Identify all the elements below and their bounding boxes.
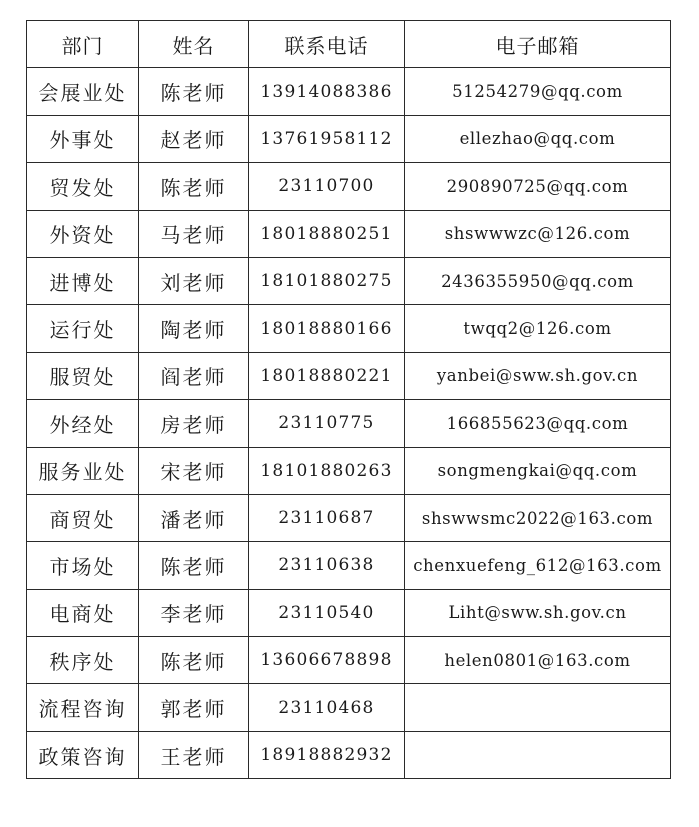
department-cell: 流程咨询 bbox=[27, 684, 139, 731]
department-cell: 服贸处 bbox=[27, 352, 139, 399]
table-row bbox=[27, 400, 671, 447]
table-row bbox=[27, 542, 671, 589]
phone-cell: 13914088386 bbox=[249, 68, 405, 115]
department-cell: 运行处 bbox=[27, 305, 139, 352]
table-row bbox=[27, 210, 671, 257]
name-cell: 陈老师 bbox=[139, 68, 249, 115]
email-cell: 166855623@qq.com bbox=[405, 400, 671, 447]
phone-cell: 23110687 bbox=[249, 494, 405, 541]
department-cell: 电商处 bbox=[27, 589, 139, 636]
table-row bbox=[27, 257, 671, 304]
name-cell: 潘老师 bbox=[139, 494, 249, 541]
email-cell: 2436355950@qq.com bbox=[405, 257, 671, 304]
email-cell: 51254279@qq.com bbox=[405, 68, 671, 115]
name-cell: 宋老师 bbox=[139, 447, 249, 494]
name-cell: 房老师 bbox=[139, 400, 249, 447]
phone-cell: 23110700 bbox=[249, 163, 405, 210]
name-cell: 郭老师 bbox=[139, 684, 249, 731]
phone-cell: 18101880263 bbox=[249, 447, 405, 494]
name-cell: 李老师 bbox=[139, 589, 249, 636]
header-department: 部门 bbox=[27, 21, 139, 68]
email-cell: chenxuefeng_612@163.com bbox=[405, 542, 671, 589]
phone-cell: 18018880221 bbox=[249, 352, 405, 399]
phone-cell: 13606678898 bbox=[249, 637, 405, 684]
email-cell: yanbei@sww.sh.gov.cn bbox=[405, 352, 671, 399]
contacts-table bbox=[26, 20, 671, 779]
department-cell: 外经处 bbox=[27, 400, 139, 447]
header-name: 姓名 bbox=[139, 21, 249, 68]
phone-cell: 23110775 bbox=[249, 400, 405, 447]
table-row bbox=[27, 684, 671, 731]
phone-cell: 18018880166 bbox=[249, 305, 405, 352]
department-cell: 政策咨询 bbox=[27, 731, 139, 778]
table-row bbox=[27, 731, 671, 778]
table-row bbox=[27, 163, 671, 210]
phone-cell: 18918882932 bbox=[249, 731, 405, 778]
phone-cell: 18018880251 bbox=[249, 210, 405, 257]
table-header bbox=[27, 21, 671, 68]
phone-cell: 23110638 bbox=[249, 542, 405, 589]
department-cell: 服务业处 bbox=[27, 447, 139, 494]
name-cell: 阎老师 bbox=[139, 352, 249, 399]
name-cell: 陶老师 bbox=[139, 305, 249, 352]
email-cell: 290890725@qq.com bbox=[405, 163, 671, 210]
name-cell: 王老师 bbox=[139, 731, 249, 778]
email-cell: twqq2@126.com bbox=[405, 305, 671, 352]
department-cell: 外事处 bbox=[27, 115, 139, 162]
email-cell: ellezhao@qq.com bbox=[405, 115, 671, 162]
table-row bbox=[27, 447, 671, 494]
header-phone: 联系电话 bbox=[249, 21, 405, 68]
email-cell: shswwsmc2022@163.com bbox=[405, 494, 671, 541]
email-cell: songmengkai@qq.com bbox=[405, 447, 671, 494]
table-row bbox=[27, 68, 671, 115]
phone-cell: 23110468 bbox=[249, 684, 405, 731]
email-cell bbox=[405, 731, 671, 778]
name-cell: 赵老师 bbox=[139, 115, 249, 162]
email-cell: helen0801@163.com bbox=[405, 637, 671, 684]
table-row bbox=[27, 589, 671, 636]
email-cell: shswwwzc@126.com bbox=[405, 210, 671, 257]
table-row bbox=[27, 494, 671, 541]
department-cell: 贸发处 bbox=[27, 163, 139, 210]
table-row bbox=[27, 352, 671, 399]
table-row bbox=[27, 305, 671, 352]
name-cell: 陈老师 bbox=[139, 637, 249, 684]
name-cell: 陈老师 bbox=[139, 542, 249, 589]
department-cell: 市场处 bbox=[27, 542, 139, 589]
department-cell: 进博处 bbox=[27, 257, 139, 304]
department-cell: 外资处 bbox=[27, 210, 139, 257]
phone-cell: 13761958112 bbox=[249, 115, 405, 162]
name-cell: 刘老师 bbox=[139, 257, 249, 304]
department-cell: 商贸处 bbox=[27, 494, 139, 541]
department-cell: 秩序处 bbox=[27, 637, 139, 684]
email-cell: Liht@sww.sh.gov.cn bbox=[405, 589, 671, 636]
table-row bbox=[27, 115, 671, 162]
name-cell: 马老师 bbox=[139, 210, 249, 257]
table-body bbox=[27, 68, 671, 779]
email-cell bbox=[405, 684, 671, 731]
department-cell: 会展业处 bbox=[27, 68, 139, 115]
phone-cell: 23110540 bbox=[249, 589, 405, 636]
header-row bbox=[27, 21, 671, 68]
header-email: 电子邮箱 bbox=[405, 21, 671, 68]
table-row bbox=[27, 637, 671, 684]
name-cell: 陈老师 bbox=[139, 163, 249, 210]
phone-cell: 18101880275 bbox=[249, 257, 405, 304]
